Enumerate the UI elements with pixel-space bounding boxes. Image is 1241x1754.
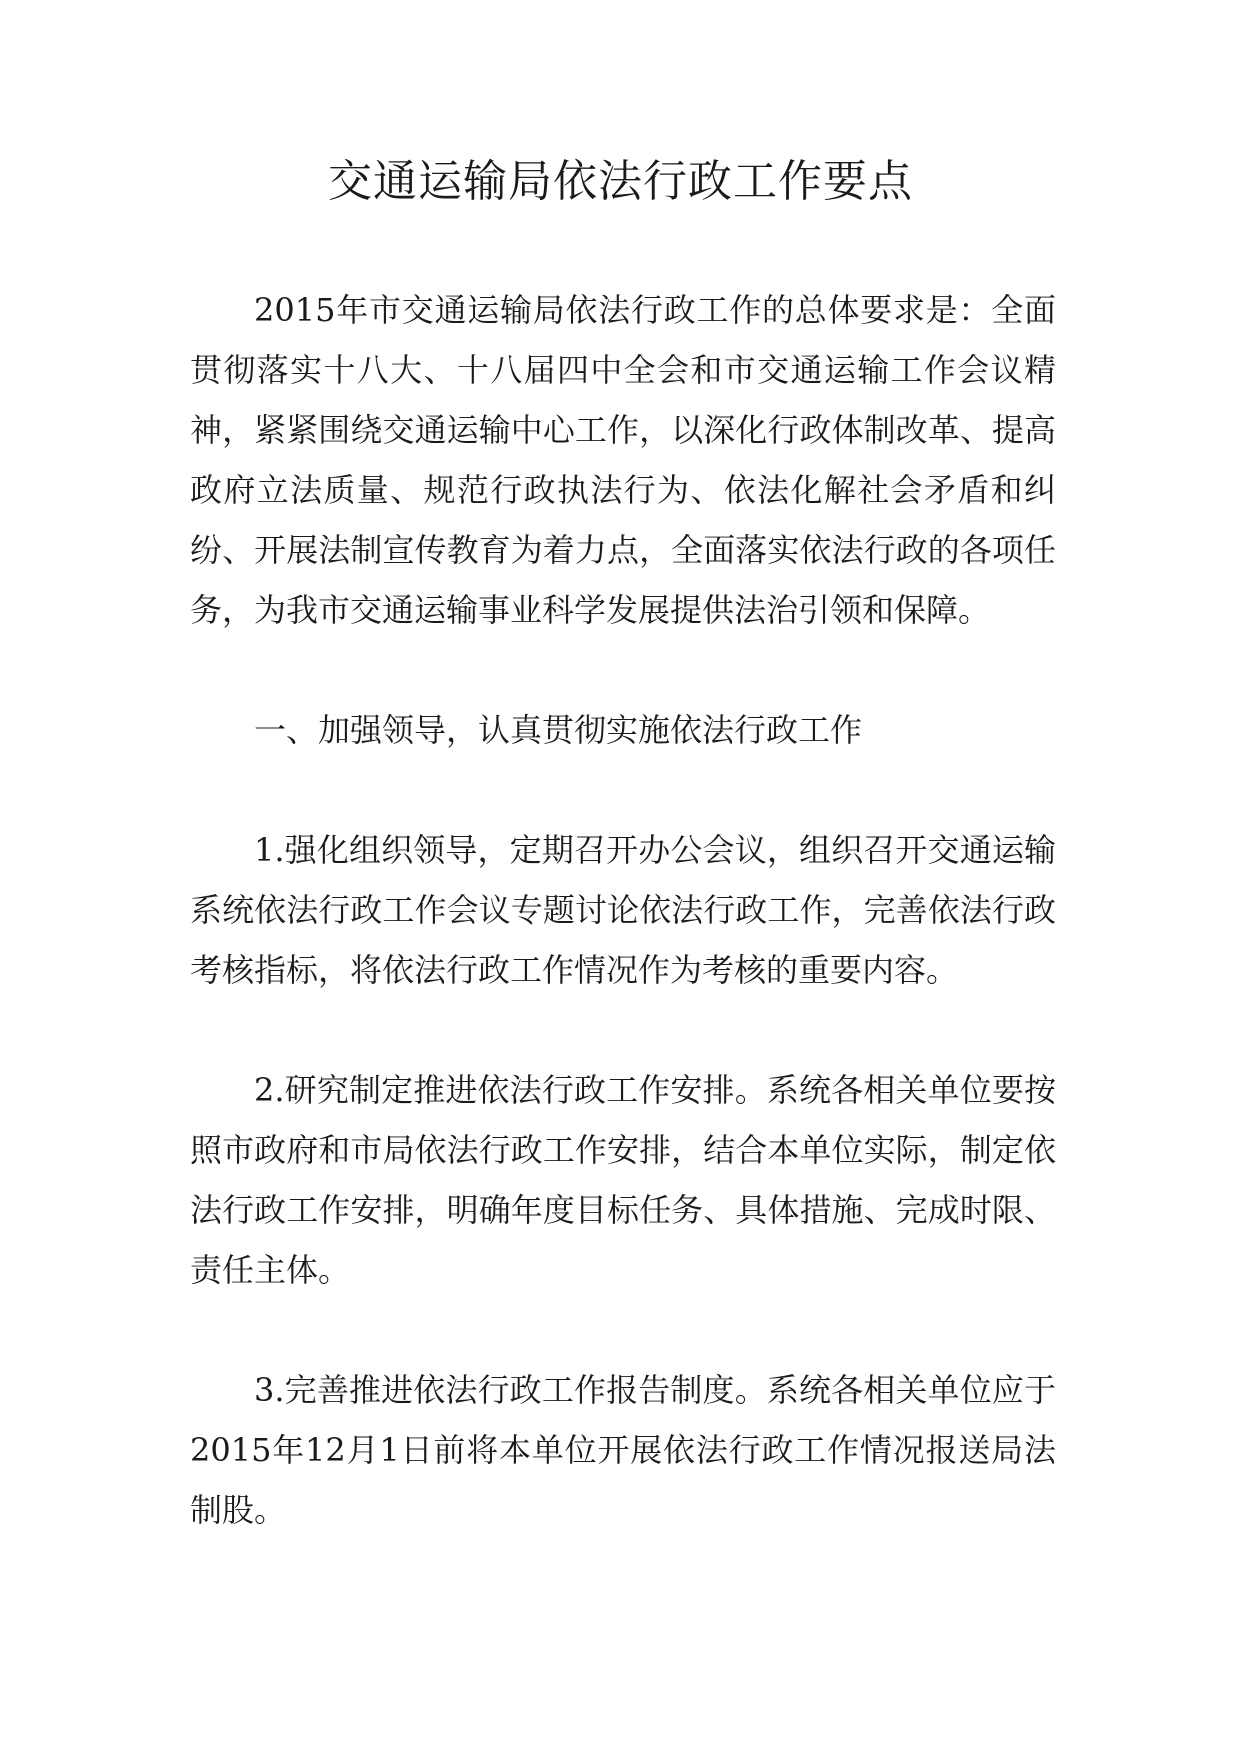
- document-title: 交通运输局依法行政工作要点: [328, 156, 913, 207]
- paragraph-spacer: [190, 1000, 1056, 1060]
- item-paragraph-1: 1.强化组织领导，定期召开办公会议，组织召开交通运输系统依法行政工作会议专题讨论依法行政工作，完善依法行政考核指标，将依法行政工作情况作为考核的重要内容。: [190, 831, 1056, 989]
- document-body: [190, 280, 1056, 1540]
- paragraph-spacer: [190, 760, 1056, 820]
- paragraph-spacer: [190, 640, 1056, 700]
- intro-paragraph: 2015年市交通运输局依法行政工作的总体要求是：全面贯彻落实十八大、十八届四中全会和市交通运输工作会议精神，紧紧围绕交通运输中心工作，以深化行政体制改革、提高政府立法质量、规范行政执法行为、依法化解社会矛盾和纠纷、开展法制宣传教育为着力点，全面落实依法行政的各项任务，为我市交通运输事业科学发展提供法治引领和保障。: [190, 291, 1056, 629]
- section-heading: 一、加强领导，认真贯彻实施依法行政工作: [254, 711, 863, 749]
- paragraph-spacer: [190, 1300, 1056, 1360]
- item-paragraph-2: 2.研究制定推进依法行政工作安排。系统各相关单位要按照市政府和市局依法行政工作安排，结合本单位实际，制定依法行政工作安排，明确年度目标任务、具体措施、完成时限、责任主体。: [190, 1071, 1056, 1289]
- item-paragraph-3: 3.完善推进依法行政工作报告制度。系统各相关单位应于2015年12月1日前将本单位开展依法行政工作情况报送局法制股。: [190, 1371, 1056, 1529]
